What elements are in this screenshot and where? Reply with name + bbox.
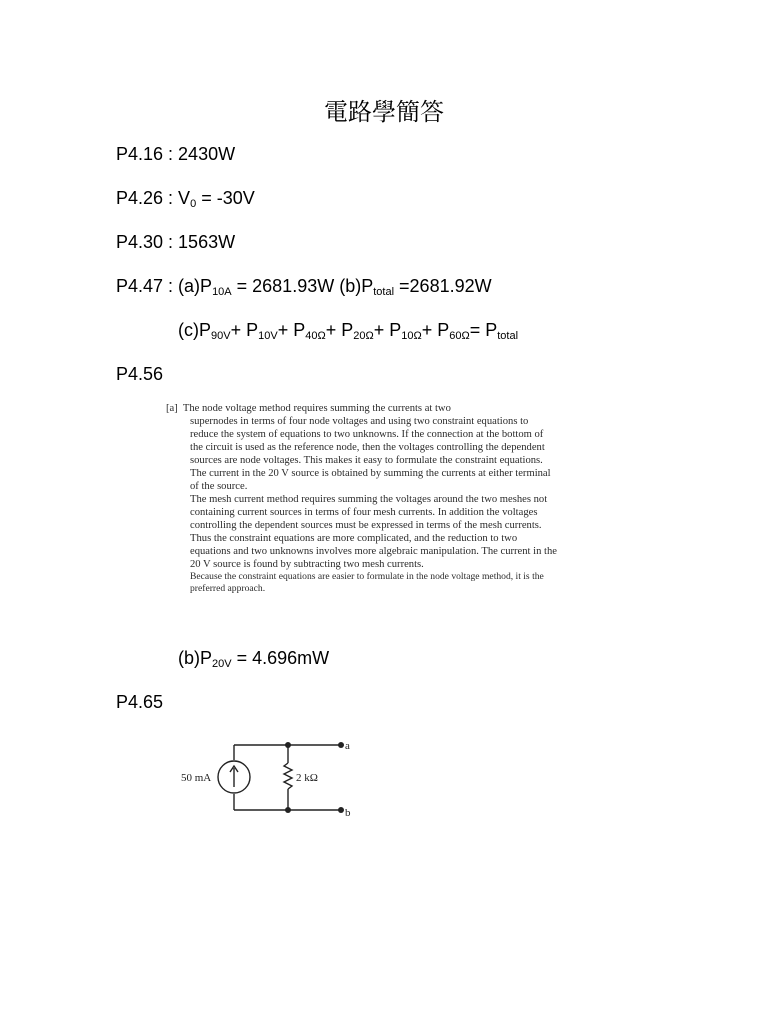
scan-paragraph-1 — [166, 402, 558, 415]
p4-47-c-sub3: 40Ω — [305, 330, 326, 342]
terminal-a-label: a — [345, 740, 350, 752]
scan-paragraph-1-first: The node voltage method requires summing the currents at two — [182, 403, 451, 414]
answer-p4-65-label: P4.65 — [116, 692, 164, 712]
p4-47-a-value: = 2681.93W — [231, 276, 340, 296]
resistor-icon — [284, 763, 292, 789]
answer-p4-26-sub: 0 — [190, 198, 197, 210]
p4-47-c-plus5: + P — [421, 320, 450, 340]
answer-p4-47 — [116, 276, 492, 297]
answer-p4-26-suffix: = -30V — [196, 188, 255, 208]
p4-56-b-sub: 20V — [212, 658, 232, 670]
p4-47-c-plus2: + P — [277, 320, 306, 340]
answer-p4-26 — [116, 188, 255, 209]
answer-p4-56-b — [178, 648, 329, 669]
resistor-label: 2 kΩ — [296, 772, 318, 784]
p4-47-b-prefix: (b)P — [339, 276, 374, 296]
terminal-b-label: b — [345, 807, 351, 819]
terminal-a-dot — [338, 742, 344, 748]
p4-47-b-value: =2681.92W — [394, 276, 492, 296]
p4-47-c-sub2: 10V — [258, 330, 278, 342]
answer-p4-26-prefix: P4.26 : V — [116, 188, 191, 208]
node-dot-bottom — [285, 807, 291, 813]
answer-p4-30: P4.30 : 1563W — [116, 232, 236, 252]
p4-47-b-sub: total — [373, 286, 395, 298]
answer-p4-16: P4.16 : 2430W — [116, 144, 236, 164]
p4-47-c-sub5: 10Ω — [401, 330, 422, 342]
p4-47-c-sub1: 90V — [211, 330, 231, 342]
terminal-b-dot — [338, 807, 344, 813]
p4-47-c-sub4: 20Ω — [353, 330, 374, 342]
source-label: 50 mA — [181, 772, 212, 784]
scan-paragraph-3: Because the constraint equations are easier to formulate in the node voltage method, it is the preferred approach. — [190, 571, 544, 594]
p4-47-c-plus3: + P — [325, 320, 354, 340]
answer-p4-47-c — [178, 320, 518, 341]
p4-56-b-value: = 4.696mW — [231, 648, 330, 668]
p4-47-c-equals: = P — [469, 320, 498, 340]
scan-paragraph-1-rest: supernodes in terms of four node voltages and using two constraint equations to reduce the system of equations to two unknowns. If the connection at the bottom of the circuit is used as the reference node, then the voltages controlling the dependent sources are node voltages. This makes it easy to formulate the constraint equations. The current in the 20 V source is obtained by summing the currents at either terminal of the source. — [190, 416, 551, 492]
answer-p4-56-label: P4.56 — [116, 364, 164, 384]
p4-47-c-plus4: + P — [373, 320, 402, 340]
p4-47-a-sub: 10A — [212, 286, 232, 298]
p4-47-c-plus1: + P — [230, 320, 259, 340]
node-dot-top — [285, 742, 291, 748]
scan-marker: [a] — [166, 403, 178, 414]
p4-56-b-prefix: (b)P — [178, 648, 213, 668]
p4-47-c-sub7: total — [497, 330, 519, 342]
p4-47-label: P4.47 : — [116, 276, 179, 296]
p4-47-c-prefix: (c)P — [178, 320, 211, 340]
scanned-solution-excerpt — [166, 402, 558, 595]
circuit-diagram — [176, 730, 376, 825]
p4-47-a-prefix: (a)P — [178, 276, 213, 296]
scan-paragraph-2: The mesh current method requires summing the voltages around the two meshes not containing current sources in terms of four mesh currents. In addition the voltages controlling the dependent sources must be expressed in terms of the mesh currents. Thus the constraint equations are more complicated, and the reduction to two equations and two unknowns involves more algebraic manipulation. The current in the 20 V source is found by subtracting two mesh currents. — [190, 494, 557, 570]
p4-47-c-sub6: 60Ω — [449, 330, 470, 342]
document-title: 電路學簡答 — [324, 98, 444, 126]
